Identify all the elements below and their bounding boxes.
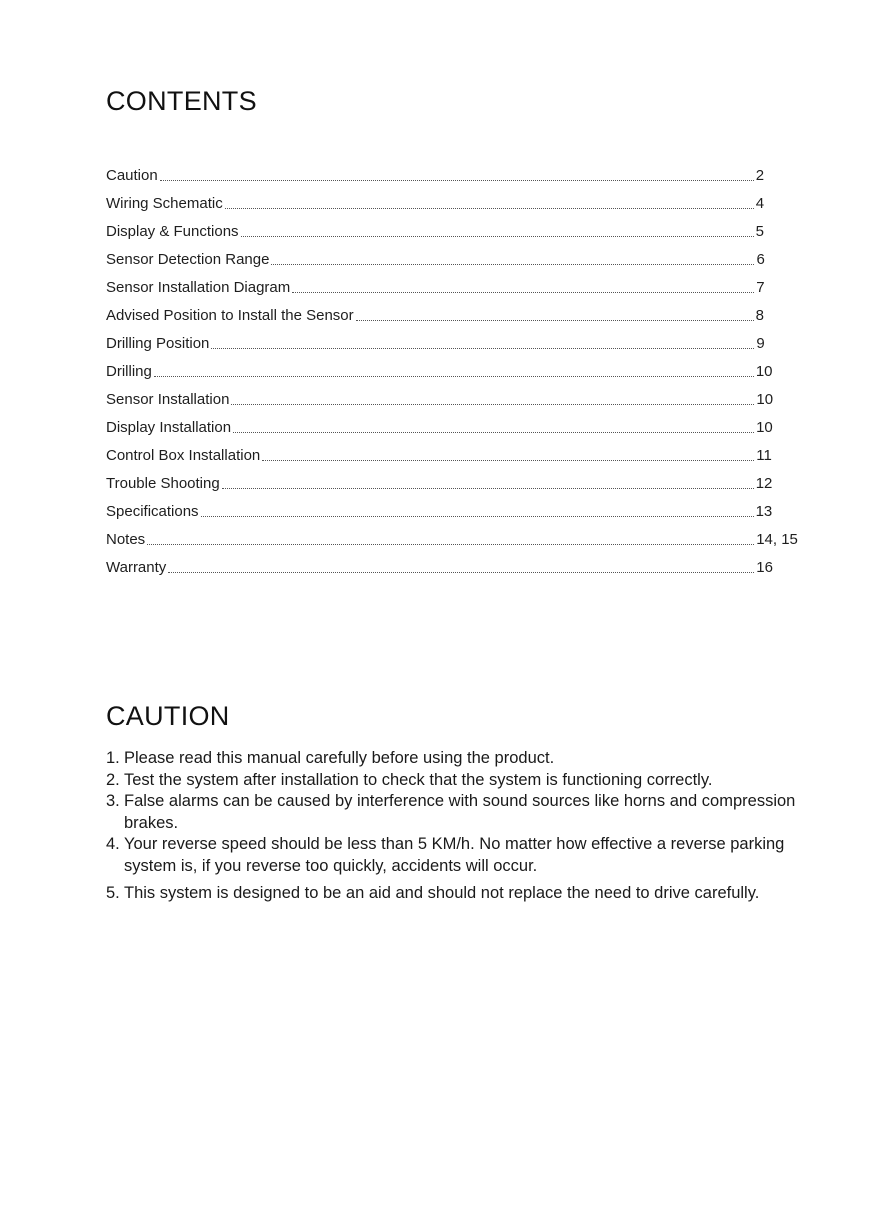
toc-dot-leader <box>154 375 754 377</box>
toc-entry-page: 12 <box>755 475 773 492</box>
caution-item <box>106 834 826 877</box>
toc-entry-title: Control Box Installation <box>106 447 261 464</box>
toc-entry-title: Wiring Schematic <box>106 195 223 212</box>
contents-heading: CONTENTS <box>106 86 257 116</box>
toc-entry[interactable] <box>106 242 806 270</box>
caution-item-number: 1. <box>106 749 120 767</box>
toc-entry[interactable] <box>106 438 806 466</box>
toc-entry-page: 11 <box>756 447 772 464</box>
toc-dot-leader <box>356 319 754 321</box>
toc-entry[interactable] <box>106 214 806 242</box>
toc-dot-leader <box>160 179 754 181</box>
toc-entry-page: 14, 15 <box>756 531 798 548</box>
toc-entry-title: Sensor Installation <box>106 391 230 408</box>
toc-dot-leader <box>222 487 754 489</box>
toc-entry[interactable] <box>106 494 806 522</box>
toc-entry[interactable] <box>106 550 806 578</box>
toc-dot-leader <box>231 403 754 405</box>
toc-entry-page: 9 <box>756 335 765 352</box>
toc-entry[interactable] <box>106 354 806 382</box>
toc-entry[interactable] <box>106 466 806 494</box>
toc-entry[interactable] <box>106 270 806 298</box>
toc-entry-title: Sensor Detection Range <box>106 251 270 268</box>
toc-entry-title: Drilling <box>106 363 152 380</box>
toc-dot-leader <box>201 515 754 517</box>
toc-entry-title: Caution <box>106 167 158 184</box>
toc-entry-page: 10 <box>755 363 773 380</box>
toc-entry[interactable] <box>106 326 806 354</box>
toc-entry[interactable] <box>106 298 806 326</box>
toc-entry-title: Notes <box>106 531 146 548</box>
toc-dot-leader <box>292 291 754 293</box>
toc-dot-leader <box>168 571 754 573</box>
caution-item-number: 2. <box>106 770 120 789</box>
toc-entry[interactable] <box>106 522 806 550</box>
caution-item-number: 4. <box>106 835 120 853</box>
toc-entry[interactable] <box>106 410 806 438</box>
caution-item-text: This system is designed to be an aid and should not replace the need to drive carefully. <box>124 884 760 902</box>
toc-entry-page: 6 <box>756 251 765 268</box>
toc-entry-page: 16 <box>756 559 773 576</box>
toc-entry-title: Advised Position to Install the Sensor <box>106 307 354 324</box>
toc-entry-page: 8 <box>755 307 764 324</box>
toc-entry[interactable] <box>106 158 806 186</box>
toc-entry-page: 7 <box>756 279 765 296</box>
toc-entry-title: Display & Functions <box>106 223 239 240</box>
toc-dot-leader <box>225 207 754 209</box>
toc-dot-leader <box>147 543 754 545</box>
toc-dot-leader <box>271 263 754 265</box>
caution-heading: CAUTION <box>106 701 230 731</box>
toc-entry-title: Display Installation <box>106 419 232 436</box>
toc-dot-leader <box>233 431 754 433</box>
toc-entry-title: Warranty <box>106 559 167 576</box>
caution-item-text: Please read this manual carefully before using the product. <box>124 749 555 767</box>
toc-entry-title: Drilling Position <box>106 335 210 352</box>
toc-entry[interactable] <box>106 382 806 410</box>
toc-dot-leader <box>211 347 754 349</box>
toc-entry-page: 4 <box>755 195 765 212</box>
toc-entry[interactable] <box>106 186 806 214</box>
toc-entry-page: 10 <box>756 391 774 408</box>
caution-item-text: Your reverse speed should be less than 5 KM/h. No matter how effective a reverse parking system is, if you reverse too quickly, accidents will occur. <box>124 835 785 875</box>
toc-dot-leader <box>262 459 754 461</box>
caution-item-text: Test the system after installation to check that the system is functioning correctly. <box>124 770 713 789</box>
caution-item <box>106 791 826 834</box>
toc-dot-leader <box>241 235 754 237</box>
caution-item <box>106 770 826 792</box>
table-of-contents <box>106 158 806 578</box>
toc-entry-title: Trouble Shooting <box>106 475 220 492</box>
caution-item <box>106 748 826 770</box>
toc-entry-title: Sensor Installation Diagram <box>106 279 291 296</box>
caution-item-number: 3. <box>106 792 120 810</box>
toc-entry-title: Specifications <box>106 503 199 520</box>
caution-item-text: False alarms can be caused by interference with sound sources like horns and compression brakes. <box>124 792 796 832</box>
toc-entry-page: 5 <box>755 223 764 240</box>
caution-item <box>106 883 826 905</box>
toc-entry-page: 2 <box>755 167 765 184</box>
caution-list <box>106 748 826 905</box>
caution-item-number: 5. <box>106 884 120 902</box>
toc-entry-page: 10 <box>756 419 773 436</box>
toc-entry-page: 13 <box>755 503 773 520</box>
